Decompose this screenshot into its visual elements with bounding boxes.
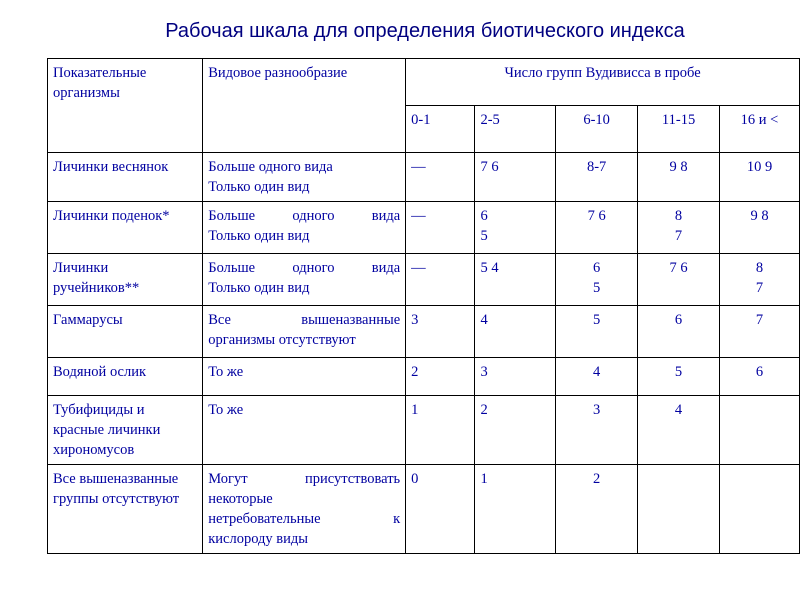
index-value: 6 bbox=[593, 260, 601, 276]
index-cell bbox=[720, 465, 800, 554]
index-value: 2 bbox=[411, 364, 419, 380]
index-value: — bbox=[411, 159, 426, 175]
header-range: 11-15 bbox=[638, 106, 720, 153]
header-row bbox=[48, 59, 800, 106]
index-cell bbox=[406, 306, 475, 358]
index-cell bbox=[556, 202, 638, 254]
organism-cell: Водяной ослик bbox=[48, 358, 203, 396]
index-value: 7 bbox=[674, 228, 683, 244]
index-cell bbox=[720, 306, 800, 358]
diversity-cell bbox=[203, 465, 406, 554]
index-value: 6 bbox=[755, 364, 764, 380]
diversity-line: Больше одного вида bbox=[208, 159, 333, 175]
index-cell bbox=[475, 358, 556, 396]
index-cell bbox=[406, 358, 475, 396]
index-cell bbox=[720, 358, 800, 396]
index-cell bbox=[406, 465, 475, 554]
diversity-line: организмы отсутствуют bbox=[208, 332, 356, 348]
header-organisms: Показательные организмы bbox=[48, 59, 203, 153]
index-value: 5 bbox=[593, 280, 601, 296]
diversity-cell bbox=[203, 358, 406, 396]
index-value: 3 bbox=[593, 402, 601, 418]
index-value: 8-7 bbox=[586, 159, 607, 175]
table-row bbox=[48, 254, 800, 306]
diversity-line: некоторые bbox=[208, 491, 273, 507]
index-value: 10 9 bbox=[746, 159, 773, 175]
index-cell bbox=[475, 153, 556, 202]
index-cell bbox=[406, 202, 475, 254]
index-value: 9 8 bbox=[669, 159, 688, 175]
diversity-cell bbox=[203, 254, 406, 306]
organism-cell: Гаммарусы bbox=[48, 306, 203, 358]
diversity-cell bbox=[203, 153, 406, 202]
diversity-cell bbox=[203, 306, 406, 358]
table-row bbox=[48, 358, 800, 396]
index-value: 8 bbox=[674, 208, 683, 224]
diversity-line: Больше одного вида bbox=[208, 208, 401, 224]
diversity-line: нетребовательные к bbox=[208, 511, 401, 527]
table-row bbox=[48, 202, 800, 254]
index-cell bbox=[720, 202, 800, 254]
index-cell bbox=[556, 465, 638, 554]
header-range: 6-10 bbox=[556, 106, 638, 153]
index-cell bbox=[406, 153, 475, 202]
index-value: 5 bbox=[674, 364, 683, 380]
index-cell bbox=[475, 202, 556, 254]
index-value: — bbox=[411, 260, 426, 276]
index-cell bbox=[638, 306, 720, 358]
index-cell bbox=[638, 153, 720, 202]
index-cell bbox=[475, 396, 556, 465]
index-value: 4 bbox=[593, 364, 601, 380]
header-groups: Число групп Вудивисса в пробе bbox=[406, 59, 800, 106]
index-cell bbox=[720, 396, 800, 465]
diversity-line: Могут присутствовать bbox=[208, 471, 401, 487]
index-value: 3 bbox=[411, 312, 419, 328]
index-cell bbox=[475, 306, 556, 358]
index-value: 2 bbox=[593, 471, 601, 487]
index-cell bbox=[720, 153, 800, 202]
index-value: 1 bbox=[411, 402, 419, 418]
index-cell bbox=[556, 153, 638, 202]
index-cell bbox=[638, 254, 720, 306]
index-value: 7 6 bbox=[587, 208, 606, 224]
index-cell bbox=[556, 254, 638, 306]
table-row bbox=[48, 396, 800, 465]
index-value: 4 bbox=[480, 312, 488, 328]
index-value: 5 bbox=[593, 312, 601, 328]
index-cell bbox=[638, 396, 720, 465]
diversity-cell bbox=[203, 396, 406, 465]
biotic-index-table bbox=[47, 58, 800, 554]
diversity-line: Только один вид bbox=[208, 280, 310, 296]
index-value: 4 bbox=[674, 402, 683, 418]
page-title: Рабочая шкала для определения биотического индекса bbox=[165, 20, 685, 42]
diversity-line: Только один вид bbox=[208, 228, 310, 244]
index-value: 7 bbox=[755, 312, 764, 328]
organism-cell: Личинки ручейников** bbox=[48, 254, 203, 306]
index-value: 5 bbox=[480, 228, 488, 244]
index-value: 6 bbox=[674, 312, 683, 328]
index-value: 8 bbox=[755, 260, 764, 276]
header-range: 16 и < bbox=[720, 106, 800, 153]
index-value: 6 bbox=[480, 208, 488, 224]
index-value: 0 bbox=[411, 471, 419, 487]
index-value: 2 bbox=[480, 402, 488, 418]
index-value: 7 bbox=[755, 280, 764, 296]
index-cell bbox=[638, 358, 720, 396]
index-value: 7 6 bbox=[669, 260, 688, 276]
index-value: — bbox=[411, 208, 426, 224]
header-range: 2-5 bbox=[475, 106, 556, 153]
table-row bbox=[48, 465, 800, 554]
index-cell bbox=[556, 396, 638, 465]
index-cell bbox=[720, 254, 800, 306]
organism-cell: Все вышеназванные группы отсутствуют bbox=[48, 465, 203, 554]
index-cell bbox=[638, 465, 720, 554]
diversity-cell bbox=[203, 202, 406, 254]
diversity-line: кислороду виды bbox=[208, 531, 309, 547]
index-cell bbox=[556, 306, 638, 358]
table-row bbox=[48, 306, 800, 358]
diversity-line: То же bbox=[208, 364, 244, 380]
index-value: 3 bbox=[480, 364, 488, 380]
table-row bbox=[48, 153, 800, 202]
index-cell bbox=[556, 358, 638, 396]
index-value: 7 6 bbox=[480, 159, 499, 175]
index-cell bbox=[475, 465, 556, 554]
header-range: 0-1 bbox=[406, 106, 475, 153]
diversity-line: Все вышеназванные bbox=[208, 312, 401, 328]
organism-cell: Личинки поденок* bbox=[48, 202, 203, 254]
organism-cell: Личинки веснянок bbox=[48, 153, 203, 202]
index-cell bbox=[406, 254, 475, 306]
index-value: 9 8 bbox=[750, 208, 769, 224]
index-value: 1 bbox=[480, 471, 488, 487]
diversity-line: Больше одного вида bbox=[208, 260, 401, 276]
header-diversity: Видовое разнообразие bbox=[203, 59, 406, 153]
index-value: 5 4 bbox=[480, 260, 499, 276]
index-cell bbox=[406, 396, 475, 465]
diversity-line: То же bbox=[208, 402, 244, 418]
index-cell bbox=[638, 202, 720, 254]
index-cell bbox=[475, 254, 556, 306]
organism-cell: Тубифициды и красные личинки хирономусов bbox=[48, 396, 203, 465]
diversity-line: Только один вид bbox=[208, 179, 310, 195]
